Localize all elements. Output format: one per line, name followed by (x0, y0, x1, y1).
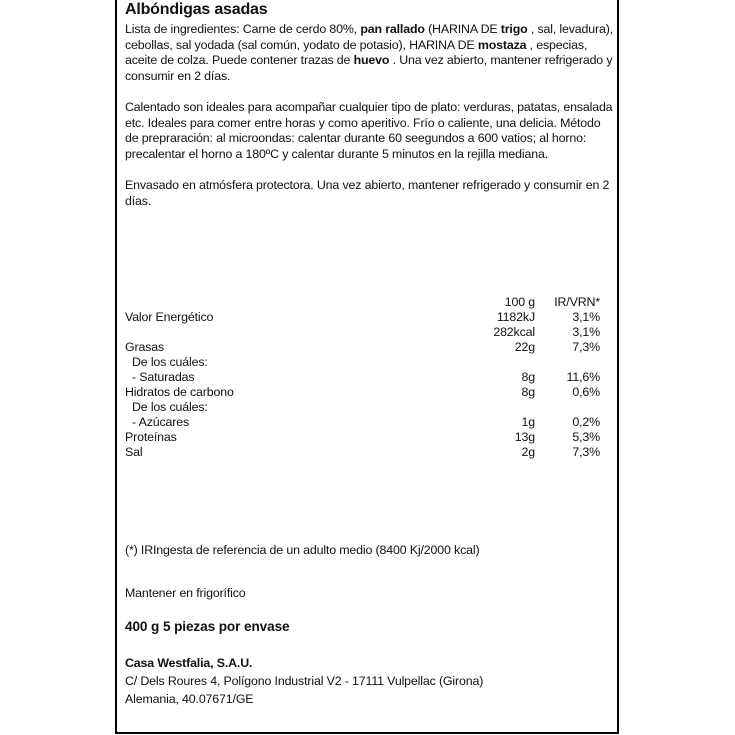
usage-instructions: Calentado son ideales para acompañar cualquier tipo de plato: verduras, patatas, ensalada etc. Ideales para comer entre horas y como aperitivo. Frío o caliente, una delicia. Método de preprаración: al microondas: calentar durante 60 seegundos a 600 vatios; al horno: precalentar el horno a 180ºC y calentar durante 5 minutos en la rejilla mediana. (125, 100, 613, 161)
table-row: Sal 2g 7,3% (125, 445, 600, 459)
ingredients-list: Lista de ingredientes: Carne de cerdo 80%, pan rallado (HARINA DE trigo , sal, levadura), cebollas, sal yodada (sal común, yodato de potasio), HARINA DE mostaza , especias, aceite de colza. Puede contener trazas de huevo . Una vez abierto, mantener refrigerado y consumir en 2 días. (125, 22, 614, 83)
table-row: Grasas 22g 7,3% (125, 340, 600, 354)
packaging-note: Envasado en atmósfera protectora. Una vez abierto, mantener refrigerado y consumir en 2 días. (125, 178, 610, 208)
allergen-wheat: trigo (500, 22, 528, 36)
table-row: Hidratos de carbono 8g 0,6% (125, 385, 600, 399)
table-row: De los cuáles: (132, 355, 208, 369)
nutrition-header (125, 295, 613, 310)
table-row: Proteínas 13g 5,3% (125, 430, 600, 444)
product-title: Albóndigas asadas (125, 1, 268, 18)
allergen-egg: huevo (353, 53, 390, 68)
company-info (125, 655, 613, 708)
table-row: 282kcal 3,1% (493, 325, 600, 339)
storage-instruction: Mantener en frigorífico (125, 586, 246, 600)
table-row: De los cuáles: (132, 400, 208, 414)
origin-code: Alemania, 40.07671/GE (125, 691, 254, 706)
company-name: Casa Westfalia, S.A.U. (125, 656, 253, 670)
header-ir-vrn: IR/VRN* (554, 295, 600, 309)
table-row: - Saturadas 8g 11,6% (132, 370, 600, 384)
allergen-bread: pan rallado (360, 22, 425, 36)
table-row: - Azúcares 1g 0,2% (132, 415, 600, 429)
reference-intake-footnote: (*) IRIngesta de referencia de un adulto medio (8400 Kj/2000 kcal) (125, 543, 480, 557)
pack-info: 400 g 5 piezas por envase (125, 619, 290, 634)
company-address: C/ Dels Roures 4, Polígono Industrial V2 - 17111 Vulpellac (Girona) (125, 673, 484, 688)
allergen-mustard: mostaza (477, 37, 527, 52)
header-per-100g: 100 g (504, 295, 535, 309)
table-row: Valor Energético 1182kJ 3,1% (125, 310, 600, 324)
